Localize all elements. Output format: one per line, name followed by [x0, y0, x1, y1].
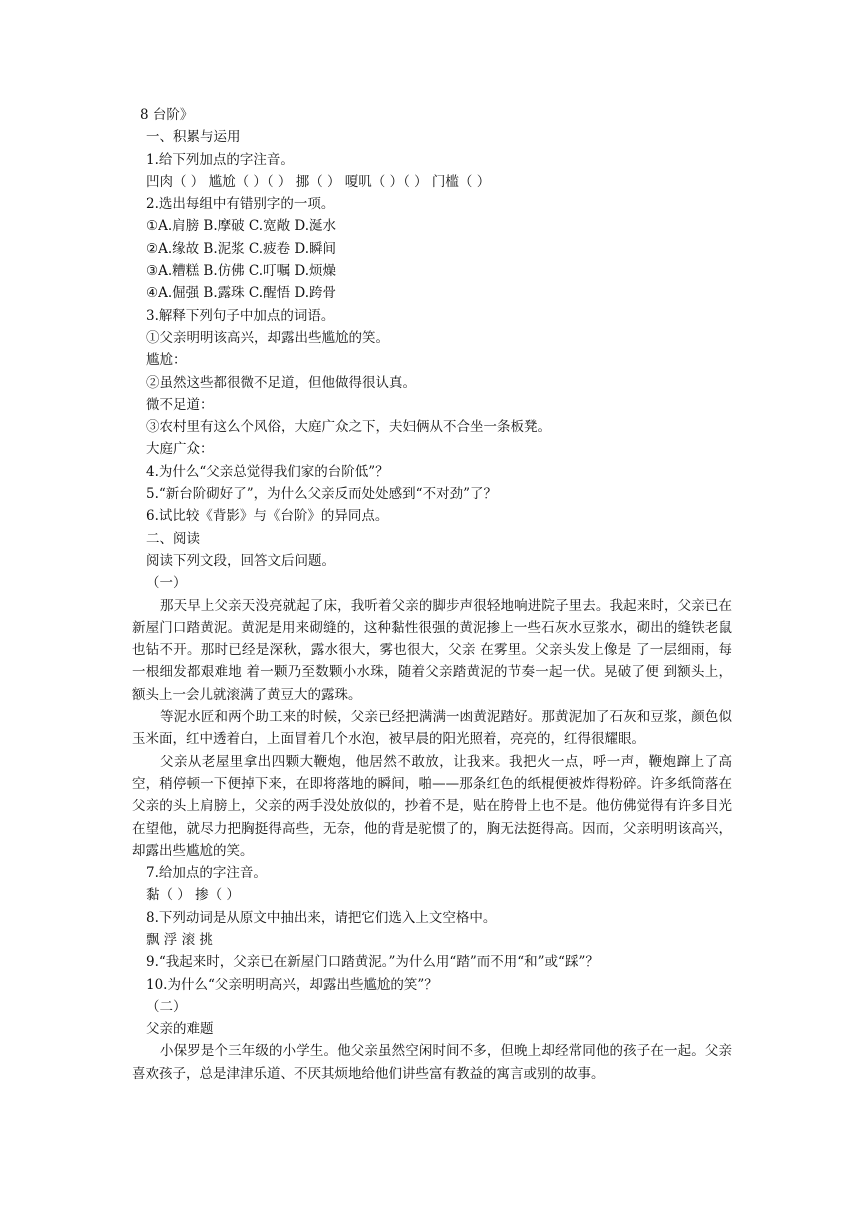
choice-group-4: ④A.倔强 B.露珠 C.醒悟 D.跨骨 — [146, 285, 337, 302]
term-3: 大庭广众： — [146, 441, 214, 458]
section-heading-2: 二、阅读 — [146, 530, 200, 547]
passage-title-2: 父亲的难题 — [146, 1021, 214, 1038]
question-2: 2.选出每组中有错别字的一项。 — [146, 196, 335, 213]
section-heading: 一、积累与运用 — [146, 129, 241, 146]
passage-label-1: （一） — [146, 575, 187, 592]
term-2: 微不足道： — [146, 396, 214, 413]
question-3: 3.解释下列句子中加点的词语。 — [146, 307, 335, 324]
choice-group-1: ①A.肩膀 B.摩破 C.宽敞 D.涎水 — [146, 218, 337, 235]
verb-options: 飘 浮 滚 挑 — [146, 931, 213, 948]
question-4: 4.为什么“父亲总觉得我们家的台阶低”？ — [146, 463, 389, 480]
pinyin-blanks-row: 凹肉（ ） 尴尬（ ）（ ） 挪（ ） 嗄叽（ ）（ ） 门槛（ ） — [146, 173, 491, 190]
passage-label-2: （二） — [146, 998, 187, 1015]
question-5: 5.“新台阶砌好了”，为什么父亲反而处处感到“不对劲”了？ — [146, 486, 497, 503]
choice-group-2: ②A.缘故 B.泥浆 C.疲卷 D.瞬间 — [146, 240, 337, 257]
sentence-3: ③农村里有这么个风俗，大庭广众之下，夫妇俩从不合坐一条板凳。 — [146, 419, 551, 436]
question-6: 6.试比较《背影》与《台阶》的异同点。 — [146, 508, 389, 525]
passage-paragraph-1: 那天早上父亲天没亮就起了床，我听着父亲的脚步声很轻地响进院子里去。我起来时，父亲已在新屋门口踏黄泥。黄泥是用来砌缝的，这种黏性很强的黄泥掺上一些石灰水豆浆水，砌出的缝铁老鼠也钻不开。那时已经是深秋，露水很大，雾也很大，父亲 在雾里。父亲头发上像是 了一层细雨，每一根细发都艰难地 着一颗乃至数颗小水珠，随着父亲踏黄泥的节奏一起一伏。晃破了便 到额头上，额头上一会儿就滚满了黄豆大的露珠。 — [132, 597, 732, 703]
passage-paragraph-3: 父亲从老屋里拿出四颗大鞭炮，他居然不敢放，让我来。我把火一点，呼一声，鞭炮蹿上了高空，稍停顿一下便掉下来，在即将落地的瞬间，啪——那条红色的纸棍便被炸得粉碎。许多纸筒落在父亲的头上肩膀上，父亲的两手没处放似的，抄着不是，贴在胯骨上也不是。他仿佛觉得有许多目光在望他，就尽力把胸挺得高些，无奈，他的背是驼惯了的，胸无法挺得高。因而，父亲明明该高兴，却露出些尴尬的笑。 — [132, 753, 732, 859]
reading-instruction: 阅读下列文段，回答文后问题。 — [146, 552, 335, 569]
question-10: 10.为什么“父亲明明高兴，却露出些尴尬的笑”？ — [146, 976, 438, 993]
question-8: 8.下列动词是从原文中抽出来，请把它们选入上文空格中。 — [146, 909, 497, 926]
passage-paragraph-2: 等泥水匠和两个助工来的时候，父亲已经把满满一凼黄泥踏好。那黄泥加了石灰和豆浆，颜色似玉米面，红中透着白，上面冒着几个水泡，被早晨的阳光照着，亮亮的，红得很耀眼。 — [132, 709, 732, 748]
term-1: 尴尬： — [146, 352, 187, 369]
pinyin-blanks-row-2: 黏（ ） 掺（ ） — [146, 887, 240, 904]
document-body — [132, 104, 732, 1085]
choice-group-3: ③A.糟糕 B.仿佛 C.叮嘱 D.烦燥 — [146, 263, 337, 280]
question-9: 9.“我起来时，父亲已在新屋门口踏黄泥。”为什么用“踏”而不用“和”或“踩”？ — [146, 954, 599, 971]
passage-paragraph-4: 小保罗是个三年级的小学生。他父亲虽然空闲时间不多，但晚上却经常同他的孩子在一起。父亲喜欢孩子，总是津津乐道、不厌其烦地给他们讲些富有教益的寓言或别的故事。 — [132, 1043, 732, 1082]
sentence-2: ②虽然这些都很微不足道，但他做得很认真。 — [146, 374, 416, 391]
question-1: 1.给下列加点的字注音。 — [146, 151, 294, 168]
question-7: 7.给加点的字注音。 — [146, 865, 267, 882]
lesson-title: 8 台阶》 — [140, 107, 194, 123]
sentence-1: ①父亲明明该高兴，却露出些尴尬的笑。 — [146, 329, 389, 346]
